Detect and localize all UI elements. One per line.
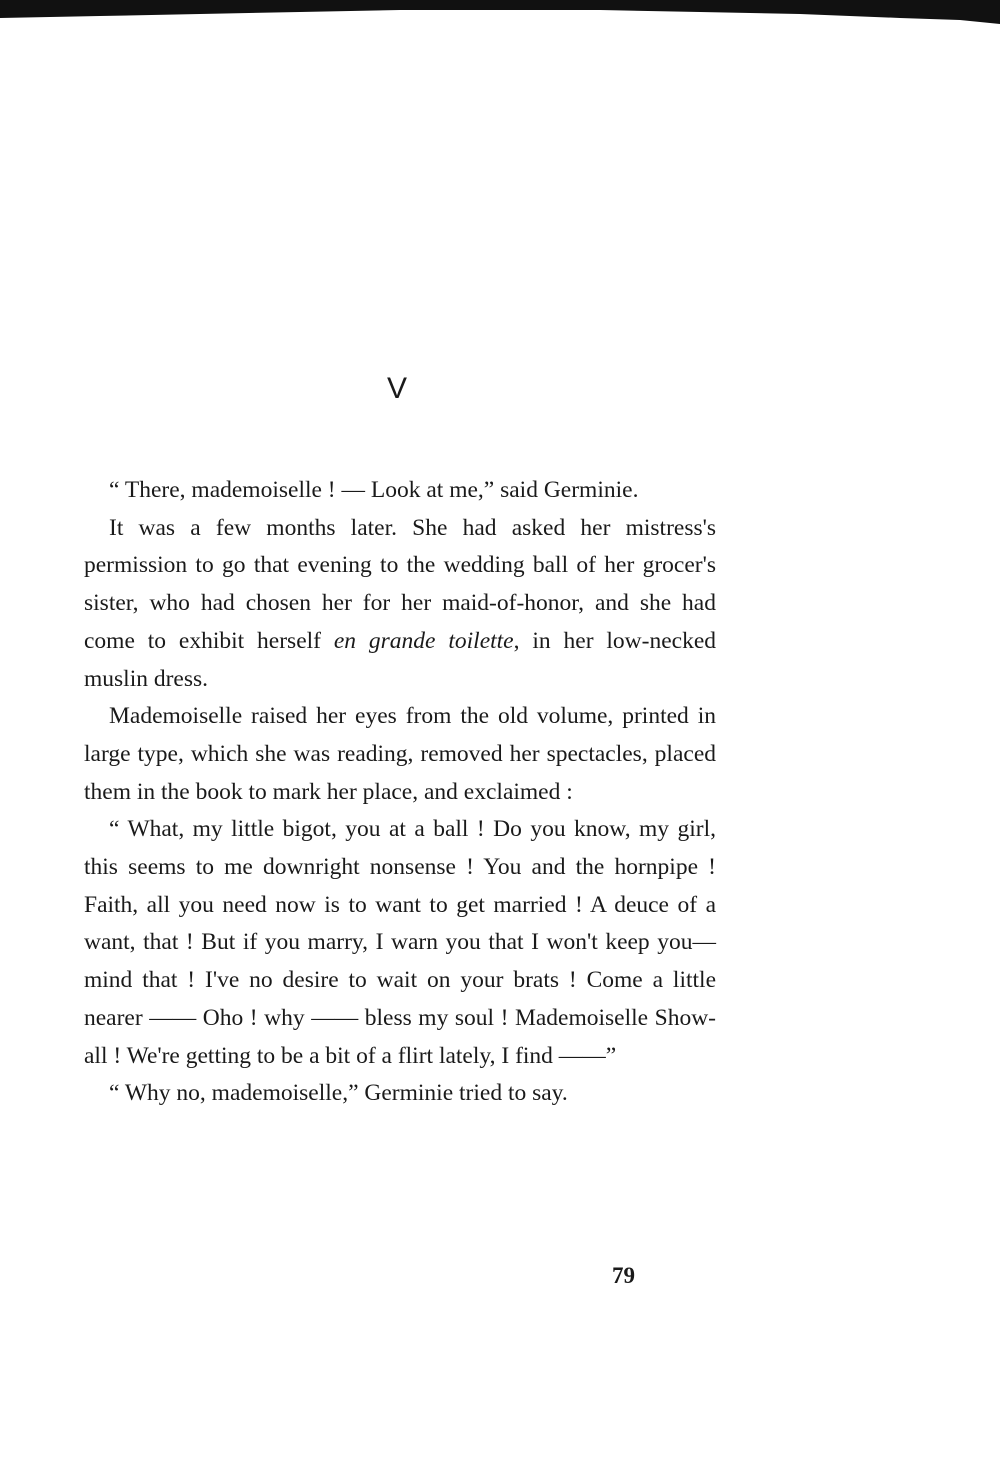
paragraph-text: Mademoiselle raised her eyes from the old volume, printed in large type, which she was reading, removed her spectacles, placed them in the book to mark her place, and exclaimed : [84,703,716,805]
page-number-text: 79 [612,1263,635,1288]
paragraph [84,472,716,510]
paragraph [84,1075,716,1113]
paragraph [84,698,716,811]
body-text [84,472,716,1113]
chapter-heading: V [386,372,408,405]
paragraph [84,811,716,1075]
paragraph-text: “ What, my little bigot, you at a ball ! Do you know, my girl, this seems to me downright nonsense ! You and the hornpipe ! Faith, all you need now is to want to get married ! A deuce of a want, that ! But if you marry, I warn you that I won't keep you—mind that ! I've no desire to wait on your brats ! Come a little nearer —— Oho ! why —— bless my soul ! Mademoiselle Show-all ! We're getting to be a bit of a flirt lately, I find ——” [84,816,716,1069]
paragraph-text: , in her low-necked muslin dress. [84,627,717,692]
italic-phrase: en grande toilette [333,627,514,654]
paragraph [84,510,716,699]
page-top-edge [0,0,1000,24]
paragraph-text: “ There, mademoiselle ! — Look at me,” said Germinie. [109,477,639,503]
paragraph-text: It was a few months later. She had asked her mistress's permission to go that evening to the wedding ball of her grocer's sister, who had chosen her for her maid-of-honor, and she had come to exhibit herself [84,514,716,654]
paragraph-text: “ Why no, mademoiselle,” Germinie tried to say. [109,1080,568,1107]
